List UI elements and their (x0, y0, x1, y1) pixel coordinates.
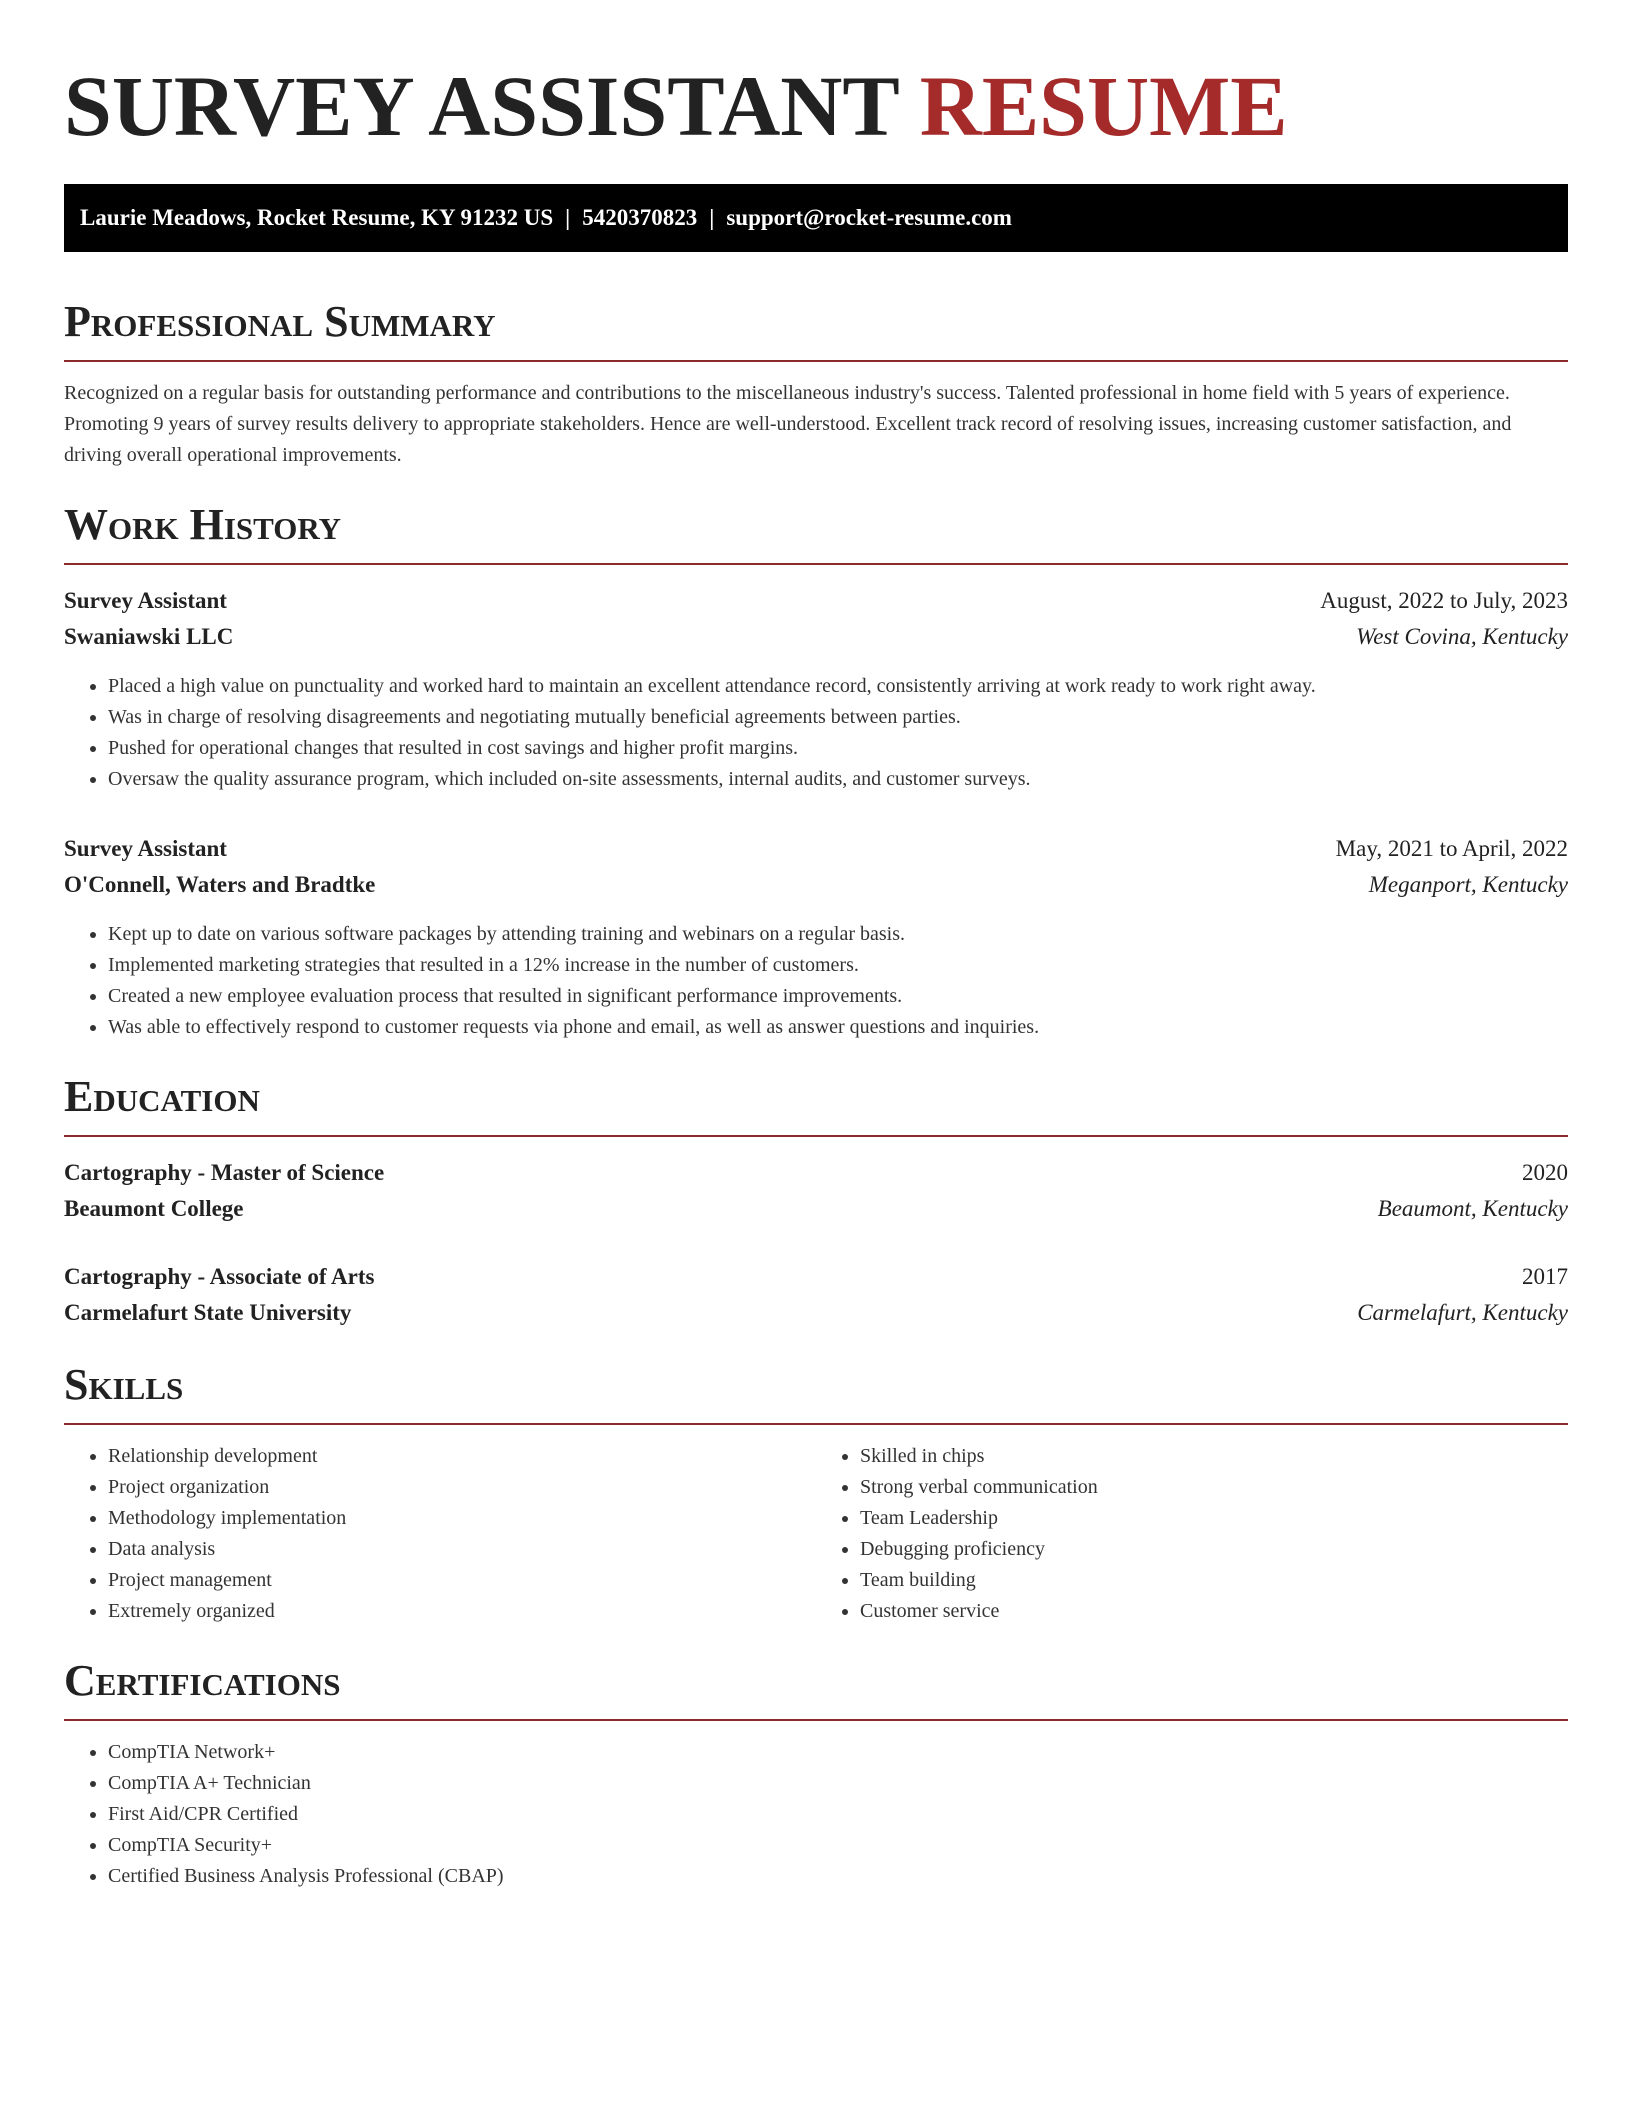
skill-item: • Project management (108, 1565, 816, 1596)
certification-item: • Certified Business Analysis Professional (CBAP) (108, 1861, 1568, 1892)
skills-column-left (64, 1441, 816, 1627)
skill-item: • Strong verbal communication (860, 1472, 1568, 1503)
education-location: Beaumont, Kentucky (1377, 1196, 1568, 1221)
section-divider (64, 360, 1568, 362)
certifications-list (64, 1737, 1568, 1892)
skill-item: • Project organization (108, 1472, 816, 1503)
job-entry (64, 831, 1568, 1043)
education-entry (64, 1155, 1568, 1227)
skill-item: • Skilled in chips (860, 1441, 1568, 1472)
certification-item: • CompTIA Security+ (108, 1830, 1568, 1861)
job-company-row (64, 867, 1568, 903)
contact-address: Laurie Meadows, Rocket Resume, KY 91232 US (80, 205, 554, 230)
certification-item: • CompTIA A+ Technician (108, 1768, 1568, 1799)
skill-item: • Extremely organized (108, 1596, 816, 1627)
job-company: Swaniawski LLC (64, 624, 234, 649)
skill-item: • Customer service (860, 1596, 1568, 1627)
job-bullets (64, 671, 1568, 795)
skill-item: • Relationship development (108, 1441, 816, 1472)
section-divider (64, 563, 1568, 565)
section-divider (64, 1423, 1568, 1425)
job-bullet: • Created a new employee evaluation process that resulted in significant performance improvements. (108, 981, 1568, 1012)
job-bullet: • Pushed for operational changes that resulted in cost savings and higher profit margins. (108, 733, 1568, 764)
job-bullet: • Implemented marketing strategies that resulted in a 12% increase in the number of customers. (108, 950, 1568, 981)
education-year: 2020 (1522, 1160, 1568, 1185)
contact-separator: | (709, 205, 715, 230)
certifications-heading: Certifications (64, 1656, 341, 1705)
certification-item: • First Aid/CPR Certified (108, 1799, 1568, 1830)
education-degree: Cartography - Master of Science (64, 1160, 385, 1185)
skill-item: • Methodology implementation (108, 1503, 816, 1534)
title-accent: RESUME (919, 58, 1288, 154)
job-bullet: • Kept up to date on various software packages by attending training and webinars on a regular basis. (108, 919, 1568, 950)
skill-item: • Debugging proficiency (860, 1534, 1568, 1565)
skills-section (64, 1359, 1568, 1627)
skill-item: • Team building (860, 1565, 1568, 1596)
job-dates: May, 2021 to April, 2022 (1335, 836, 1568, 861)
education-degree-row (64, 1155, 1568, 1191)
job-title: Survey Assistant (64, 836, 227, 861)
job-location: West Covina, Kentucky (1356, 624, 1568, 649)
summary-text: Recognized on a regular basis for outstanding performance and contributions to the miscellaneous industry's success. Talented professional in home field with 5 years of experience. Promoting 9 years of survey results delivery to appropriate stakeholders. Hence are well-understood. Excellent track record of resolving issues, increasing customer satisfaction, and driving overall operational improvements. (64, 382, 1512, 466)
contact-phone: 5420370823 (582, 205, 698, 230)
skills-list (64, 1441, 816, 1627)
education-school-row (64, 1191, 1568, 1227)
work-history-section (64, 499, 1568, 1043)
skills-column-right (816, 1441, 1568, 1627)
contact-email: support@rocket-resume.com (726, 205, 1012, 230)
job-dates: August, 2022 to July, 2023 (1320, 588, 1568, 613)
skill-item: • Team Leadership (860, 1503, 1568, 1534)
skills-grid (64, 1441, 1568, 1627)
education-entry (64, 1259, 1568, 1331)
education-location: Carmelafurt, Kentucky (1357, 1300, 1568, 1325)
job-bullet: • Was able to effectively respond to customer requests via phone and email, as well as answer questions and inquiries. (108, 1012, 1568, 1043)
job-bullets (64, 919, 1568, 1043)
education-school: Beaumont College (64, 1196, 244, 1221)
job-bullet: • Oversaw the quality assurance program, which included on-site assessments, internal audits, and customer surveys. (108, 764, 1568, 795)
skill-item: • Data analysis (108, 1534, 816, 1565)
contact-bar (64, 184, 1568, 252)
education-school-row (64, 1295, 1568, 1331)
job-location: Meganport, Kentucky (1368, 872, 1568, 897)
education-degree-row (64, 1259, 1568, 1295)
education-year: 2017 (1522, 1264, 1568, 1289)
job-bullet: • Placed a high value on punctuality and worked hard to maintain an excellent attendance record, consistently arriving at work ready to work right away. (108, 671, 1568, 702)
section-divider (64, 1135, 1568, 1137)
job-title-row (64, 583, 1568, 619)
summary-section (64, 296, 1568, 471)
education-school: Carmelafurt State University (64, 1300, 352, 1325)
summary-heading: Professional Summary (64, 297, 496, 346)
job-bullet: • Was in charge of resolving disagreements and negotiating mutually beneficial agreements between parties. (108, 702, 1568, 733)
resume-title (64, 56, 1568, 156)
certification-item: • CompTIA Network+ (108, 1737, 1568, 1768)
education-section (64, 1071, 1568, 1331)
job-title-row (64, 831, 1568, 867)
section-divider (64, 1719, 1568, 1721)
skills-heading: Skills (64, 1360, 184, 1409)
title-main: SURVEY ASSISTANT (64, 58, 899, 154)
certifications-section (64, 1655, 1568, 1892)
education-degree: Cartography - Associate of Arts (64, 1264, 375, 1289)
skills-list (816, 1441, 1568, 1627)
job-entry (64, 583, 1568, 795)
job-title: Survey Assistant (64, 588, 227, 613)
job-company-row (64, 619, 1568, 655)
education-heading: Education (64, 1072, 260, 1121)
contact-separator: | (565, 205, 571, 230)
work-history-heading: Work History (64, 500, 342, 549)
job-company: O'Connell, Waters and Bradtke (64, 872, 376, 897)
